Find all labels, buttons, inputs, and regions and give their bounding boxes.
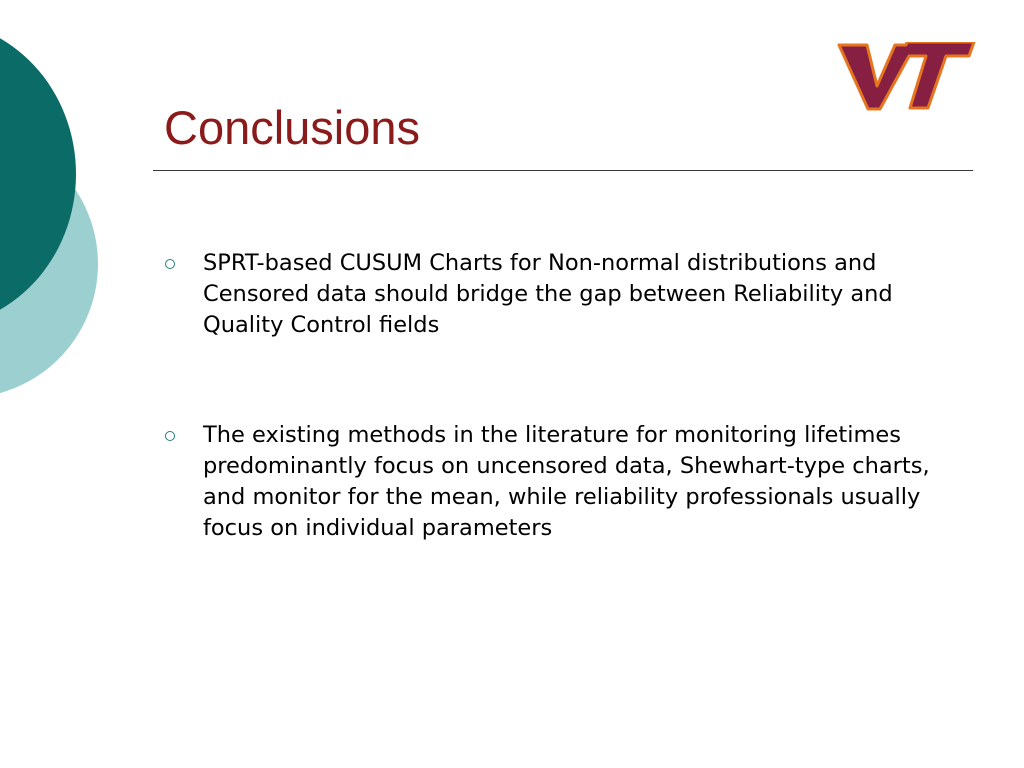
- bullet-item: [165, 248, 945, 341]
- bullet-list: [165, 248, 945, 544]
- bullet-item: [165, 420, 945, 544]
- vt-logo: [836, 42, 976, 112]
- title-divider: [153, 170, 973, 171]
- slide-title: Conclusions: [164, 101, 421, 154]
- bullet-text: The existing methods in the literature for monitoring lifetimes predominantly focus on uncensored data, Shewhart-type charts, and monitor for the mean, while reliability professionals usually focus on individual parameters: [203, 422, 930, 541]
- bullet-text: SPRT-based CUSUM Charts for Non-normal distributions and Censored data should bridge the gap between Reliability and Quality Control fields: [203, 250, 893, 338]
- hollow-circle-bullet-icon: [165, 431, 175, 441]
- hollow-circle-bullet-icon: [165, 259, 175, 269]
